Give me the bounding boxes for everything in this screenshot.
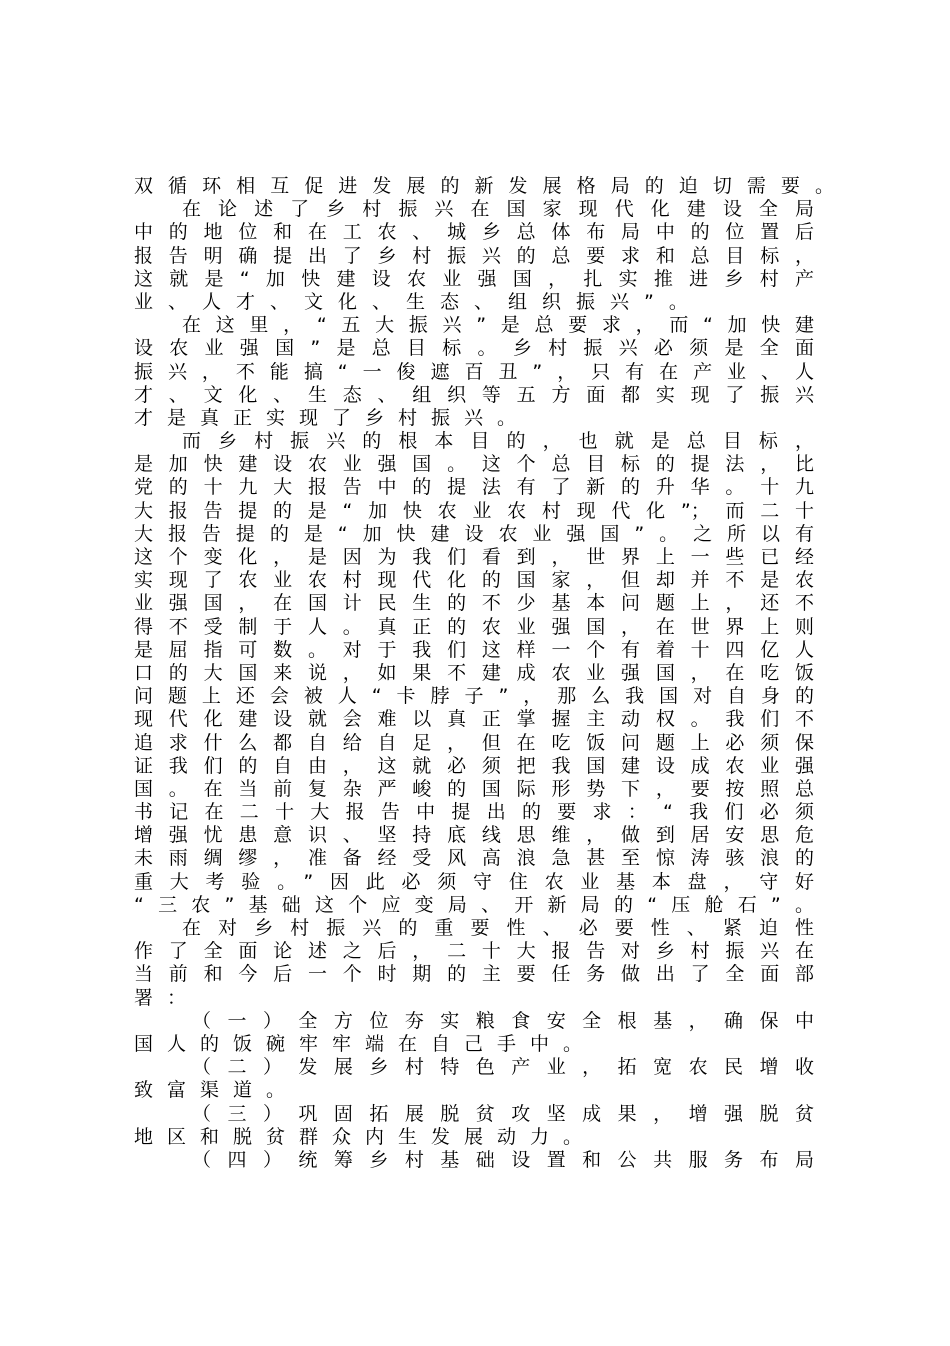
text-line: 未雨绸缪，准备经受风高浪急甚至惊涛骇浪的 bbox=[134, 847, 814, 870]
text-line: 这就是“加快建设农业强国，扎实推进乡村产 bbox=[134, 267, 814, 290]
text-line: 国。在当前复杂严峻的国际形势下，要按照总 bbox=[134, 777, 814, 800]
text-line: 是加快建设农业强国。这个总目标的提法，比 bbox=[134, 453, 814, 476]
text-line: （四）统筹乡村基础设置和公共服务布局 bbox=[192, 1148, 814, 1171]
text-line: 大报告提的是“加快建设农业强国”。之所以有 bbox=[134, 522, 814, 545]
text-line: 增强忧患意识、坚持底线思维，做到居安思危 bbox=[134, 824, 814, 847]
text-line: 现代化建设就会难以真正掌握主动权。我们不 bbox=[134, 708, 814, 731]
text-line: 中的地位和在工农、城乡总体布局中的位置后 bbox=[134, 221, 814, 244]
text-line: 在这里，“五大振兴”是总要求，而“加快建 bbox=[182, 314, 814, 337]
text-line: 振兴，不能搞“一俊遮百丑”，只有在产业、人 bbox=[134, 360, 814, 383]
text-line: 才、文化、生态、组织等五方面都实现了振兴 bbox=[134, 383, 814, 406]
text-line: “三农”基础这个应变局、开新局的“压舱石”。 bbox=[134, 893, 814, 916]
text-line: 署： bbox=[134, 986, 201, 1009]
text-line: 在论述了乡村振兴在国家现代化建设全局 bbox=[182, 198, 814, 221]
text-line: 而乡村振兴的根本目的，也就是总目标， bbox=[182, 430, 814, 453]
text-line: 在对乡村振兴的重要性、必要性、紧迫性 bbox=[182, 917, 814, 939]
text-line: 实现了农业农村现代化的国家，但却并不是农 bbox=[134, 569, 814, 592]
text-line: 口的大国来说，如果不建成农业强国，在吃饭 bbox=[134, 661, 814, 684]
text-line: 设农业强国”是总目标。乡村振兴必须是全面 bbox=[134, 337, 814, 360]
text-line: 双循环相互促进发展的新发展格局的迫切需要。 bbox=[134, 175, 834, 197]
text-line: 业、人才、文化、生态、组织振兴”。 bbox=[134, 290, 703, 313]
text-line: 地区和脱贫群众内生发展动力。 bbox=[134, 1125, 597, 1148]
text-line: 党的十九大报告中的提法有了新的升华。十九 bbox=[134, 476, 814, 499]
text-line: 大报告提的是“加快农业农村现代化”；而二十 bbox=[134, 499, 814, 522]
text-line: 书记在二十大报告中提出的要求：“我们必须 bbox=[134, 801, 814, 824]
text-line: 重大考验。”因此必须守住农业基本盘，守好 bbox=[134, 870, 814, 893]
text-line: 得不受制于人。真正的农业强国，在世界上则 bbox=[134, 615, 814, 638]
text-line: 才是真正实现了乡村振兴。 bbox=[134, 406, 531, 429]
text-line: 当前和今后一个时期的主要任务做出了全面部 bbox=[134, 963, 814, 986]
text-line: （一）全方位夯实粮食安全根基，确保中 bbox=[192, 1009, 814, 1032]
text-line: 国人的饭碗牢牢端在自己手中。 bbox=[134, 1032, 597, 1055]
text-line: 致富渠道。 bbox=[134, 1079, 300, 1102]
text-line: 业强国，在国计民生的不少基本问题上，还不 bbox=[134, 592, 814, 615]
text-line: 这个变化，是因为我们看到，世界上一些已经 bbox=[134, 546, 814, 568]
text-line: 报告明确提出了乡村振兴的总要求和总目标， bbox=[134, 244, 814, 267]
text-line: 是屈指可数。对于我们这样一个有着十四亿人 bbox=[134, 638, 814, 661]
text-line: 证我们的自由，这就必须把我国建设成农业强 bbox=[134, 754, 814, 777]
body-text bbox=[134, 175, 834, 1172]
text-line: （二）发展乡村特色产业，拓宽农民增收 bbox=[192, 1056, 814, 1079]
text-line: 追求什么都自给自足，但在吃饭问题上必须保 bbox=[134, 731, 814, 754]
text-line: 作了全面论述之后，二十大报告对乡村振兴在 bbox=[134, 940, 814, 963]
text-line: 问题上还会被人“卡脖子”，那么我国对自身的 bbox=[134, 685, 814, 708]
text-line: （三）巩固拓展脱贫攻坚成果，增强脱贫 bbox=[192, 1102, 814, 1125]
